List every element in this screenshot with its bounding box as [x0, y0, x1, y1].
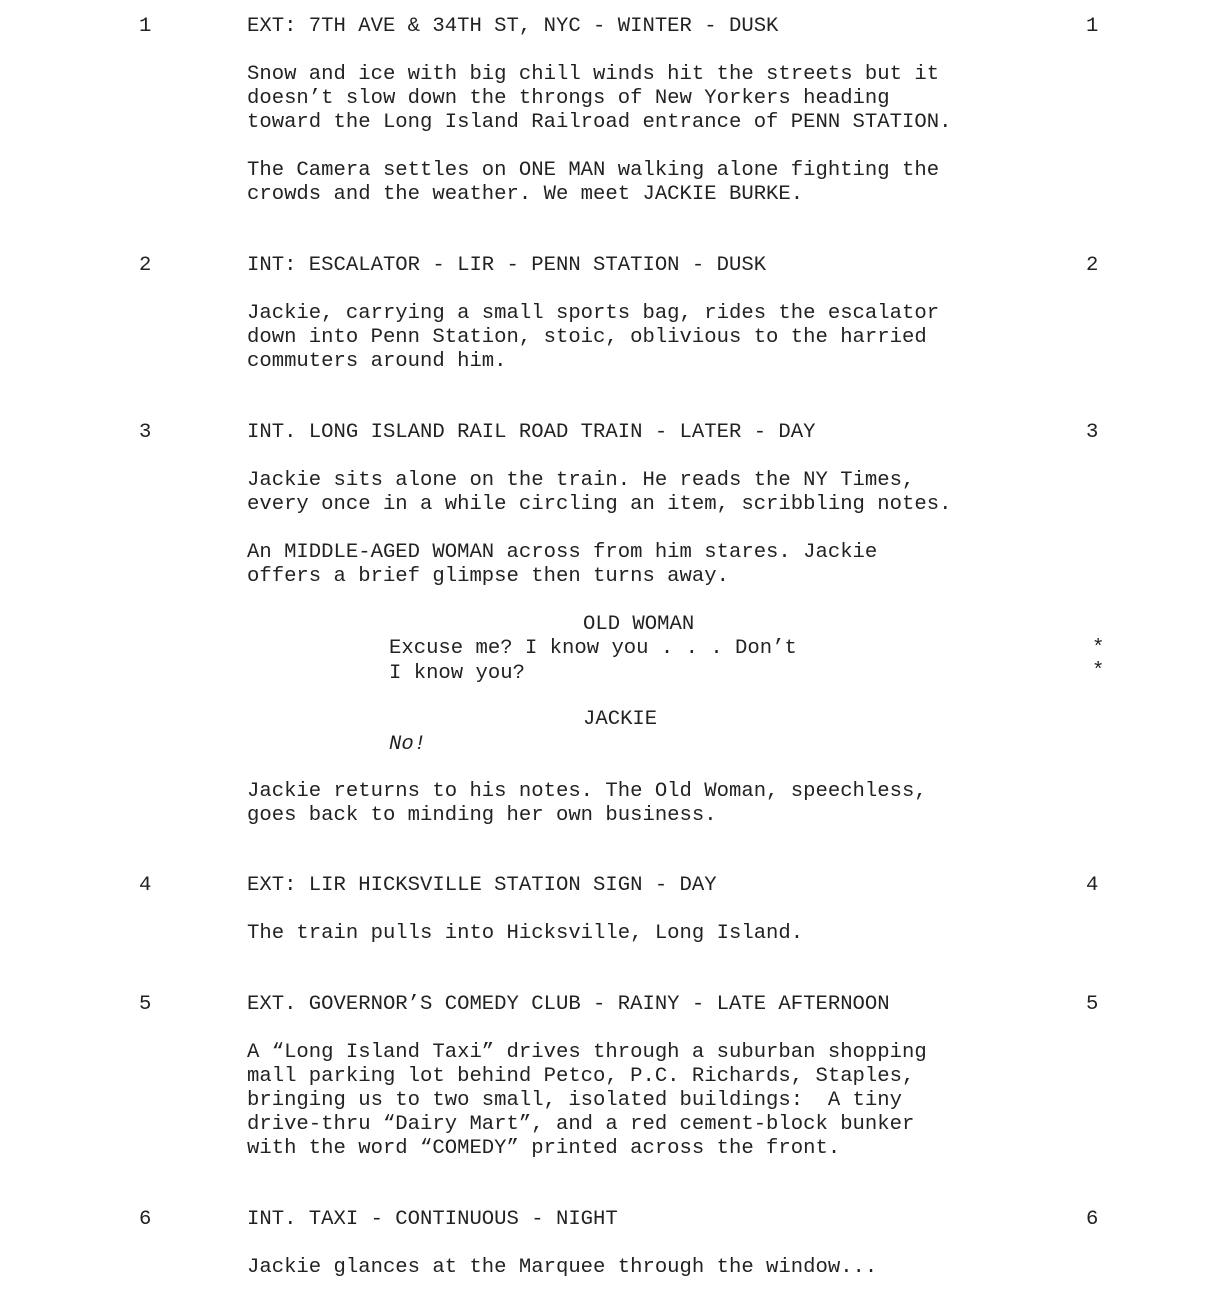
action-line: bringing us to two small, isolated buildings: A tiny: [247, 1089, 902, 1112]
scene-heading: INT. TAXI - CONTINUOUS - NIGHT: [247, 1208, 618, 1231]
action-line: mall parking lot behind Petco, P.C. Richards, Staples,: [247, 1065, 915, 1088]
scene-number-left: 5: [139, 993, 152, 1016]
dialogue-line: Excuse me? I know you . . . Don’t: [389, 637, 797, 660]
scene-number-left: 2: [139, 254, 152, 277]
action-line: crowds and the weather. We meet JACKIE BURKE.: [247, 183, 804, 206]
scene-number-left: 6: [139, 1208, 152, 1231]
scene-heading: INT: ESCALATOR - LIR - PENN STATION - DUSK: [247, 254, 767, 277]
scene-number-left: 1: [139, 15, 152, 38]
revision-mark: *: [1092, 660, 1105, 683]
action-line: drive-thru “Dairy Mart”, and a red cement-block bunker: [247, 1113, 915, 1136]
action-line: toward the Long Island Railroad entrance of PENN STATION.: [247, 111, 952, 134]
scene-heading: EXT: 7TH AVE & 34TH ST, NYC - WINTER - DUSK: [247, 15, 779, 38]
revision-mark: *: [1092, 637, 1105, 660]
scene-number-right: 2: [1086, 254, 1099, 277]
scene-number-right: 5: [1086, 993, 1099, 1016]
scene-heading: EXT. GOVERNOR’S COMEDY CLUB - RAINY - LATE AFTERNOON: [247, 993, 890, 1016]
scene-number-right: 6: [1086, 1208, 1099, 1231]
dialogue-line: I know you?: [389, 662, 525, 685]
action-line: The train pulls into Hicksville, Long Island.: [247, 922, 804, 945]
scene-number-right: 4: [1086, 874, 1099, 897]
action-line: Jackie, carrying a small sports bag, rides the escalator: [247, 302, 940, 325]
action-line: Jackie sits alone on the train. He reads the NY Times,: [247, 469, 915, 492]
action-line: with the word “COMEDY” printed across the front.: [247, 1137, 841, 1160]
dialogue-line: No!: [389, 733, 427, 756]
character-name: JACKIE: [583, 708, 658, 731]
action-line: Jackie glances at the Marquee through the window...: [247, 1256, 878, 1279]
action-line: doesn’t slow down the throngs of New Yorkers heading: [247, 87, 890, 110]
action-line: Jackie returns to his notes. The Old Woman, speechless,: [247, 780, 927, 803]
scene-number-left: 4: [139, 874, 152, 897]
action-line: The Camera settles on ONE MAN walking alone fighting the: [247, 159, 940, 182]
scene-heading: INT. LONG ISLAND RAIL ROAD TRAIN - LATER - DAY: [247, 421, 816, 444]
action-line: down into Penn Station, stoic, oblivious to the harried: [247, 326, 927, 349]
action-line: offers a brief glimpse then turns away.: [247, 565, 729, 588]
scene-number-left: 3: [139, 421, 152, 444]
action-line: commuters around him.: [247, 350, 507, 373]
action-line: An MIDDLE-AGED WOMAN across from him stares. Jackie: [247, 541, 878, 564]
scene-number-right: 1: [1086, 15, 1099, 38]
action-line: every once in a while circling an item, scribbling notes.: [247, 493, 952, 516]
character-name: OLD WOMAN: [583, 613, 695, 636]
scene-heading: EXT: LIR HICKSVILLE STATION SIGN - DAY: [247, 874, 717, 897]
action-line: goes back to minding her own business.: [247, 804, 717, 827]
action-line: Snow and ice with big chill winds hit the streets but it: [247, 63, 940, 86]
scene-number-right: 3: [1086, 421, 1099, 444]
action-line: A “Long Island Taxi” drives through a suburban shopping: [247, 1041, 927, 1064]
